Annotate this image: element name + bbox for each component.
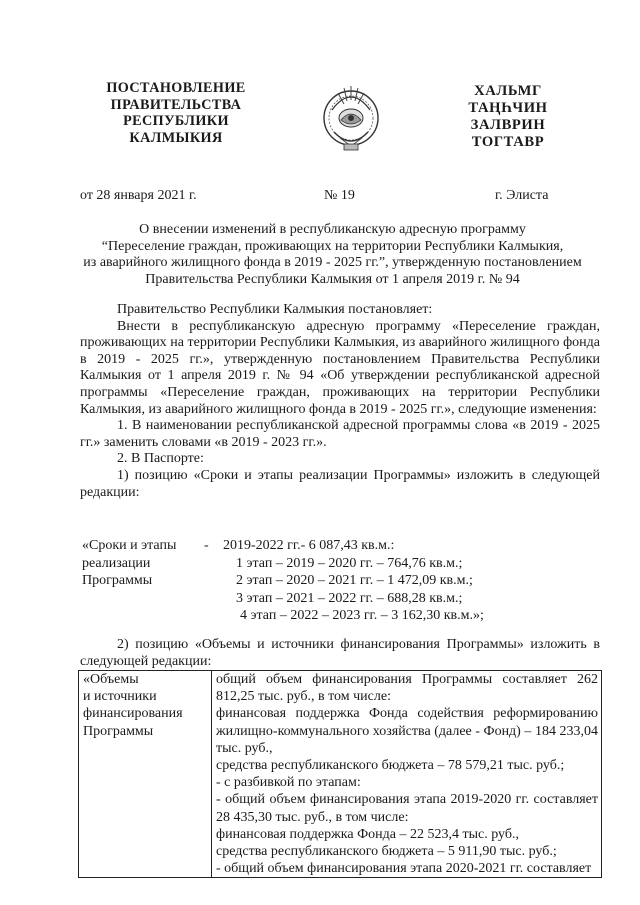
document-body xyxy=(80,302,600,501)
table-row xyxy=(79,671,602,878)
document-number: № 19 xyxy=(324,188,355,203)
coat-of-arms-emblem xyxy=(320,78,382,156)
terms-stage-line: 4 этап – 2022 – 2023 гг. – 3 162,30 кв.м.»; xyxy=(240,608,484,623)
financing-details-cell xyxy=(212,671,602,878)
financing-label-line: «Объемы xyxy=(83,672,139,687)
terms-label-line: реализации xyxy=(82,555,151,571)
header-left-title xyxy=(96,80,256,146)
financing-detail-line: общий объем финансирования Программы составляет 262 812,25 тыс. руб., в том числе: xyxy=(216,672,598,705)
header-right-line: ТОГТАВР xyxy=(471,134,545,150)
document-city: г. Элиста xyxy=(495,188,549,203)
terms-stage-line: 1 этап – 2019 – 2020 гг. – 764,76 кв.м.; xyxy=(236,555,463,571)
title-line: О внесении изменений в республиканскую адресную программу xyxy=(139,222,526,237)
header-left-line: ПОСТАНОВЛЕНИЕ xyxy=(106,80,246,96)
title-line: из аварийного жилищного фонда в 2019 - 2025 гг.”, утвержденную постановлением xyxy=(83,255,582,270)
header-left-line: ПРАВИТЕЛЬСТВА xyxy=(110,96,242,113)
header-left-line: КАЛМЫКИЯ xyxy=(129,129,223,146)
financing-detail-line: - общий объем финансирования этапа 2019-2020 гг. составляет 28 435,30 тыс. руб., в том числе: xyxy=(216,792,598,825)
financing-label-line: Программы xyxy=(83,723,154,739)
header-right-line: ХАЛЬМГ xyxy=(474,83,542,99)
terms-dash: - xyxy=(204,538,209,553)
terms-label xyxy=(82,537,202,590)
financing-table xyxy=(78,670,602,878)
terms-stage-line: 3 этап – 2021 – 2022 гг. – 688,28 кв.м.; xyxy=(236,590,463,606)
financing-detail-line: средства республиканского бюджета – 78 579,21 тыс. руб.; xyxy=(216,758,565,774)
document-title xyxy=(70,222,595,288)
subitem-1-paragraph: 1) позицию «Сроки и этапы реализации Программы» изложить в следующей редакции: xyxy=(80,467,600,500)
financing-detail-line: финансовая поддержка Фонда – 22 523,4 тыс. руб., xyxy=(216,826,519,842)
financing-detail-line: финансовая поддержка Фонда содействия реформированию жилищно-коммунального хозяйства (далее - Фонд) – 184 233,04 тыс. руб., xyxy=(216,706,598,756)
financing-detail-line: - с разбивкой по этапам: xyxy=(216,775,361,791)
terms-label-line: Программы xyxy=(82,573,153,588)
financing-detail-line: средства республиканского бюджета – 5 911,90 тыс. руб.; xyxy=(216,844,557,860)
header-right-line: ЗАЛВРИН xyxy=(470,117,546,133)
header-left-line: РЕСПУБЛИКИ xyxy=(123,113,229,129)
terms-stage-list xyxy=(223,537,603,625)
title-line: “Переселение граждан, проживающих на территории Республики Калмыкия, xyxy=(101,238,564,254)
financing-detail-line: - общий объем финансирования этапа 2020-2021 гг. составляет xyxy=(216,861,592,877)
amendment-paragraph: Внести в республиканскую адресную программу «Переселение граждан, проживающих на территории Республики Калмыкия, из аварийного жилищного фонда в 2019 - 2025 гг.», утвержденную постановлением Правительства Республики Калмыкия от 1 апреля 2019 г. № 94 «Об утверждении республиканской адресной программы «Переселение граждан, проживающих на территории Республики Калмыкия, из аварийного жилищного фонда в 2019 - 2025 гг.», следующие изменения: xyxy=(80,318,600,417)
terms-stage-line: 2019-2022 гг.- 6 087,43 кв.м.: xyxy=(223,538,395,553)
financing-label-cell xyxy=(79,671,212,878)
title-line: Правительства Республики Калмыкия от 1 апреля 2019 г. № 94 xyxy=(145,271,520,287)
header-right-title xyxy=(448,83,568,151)
financing-label-line: и источники xyxy=(83,689,157,705)
item-1-paragraph: 1. В наименовании республиканской адресной программы слова «в 2019 - 2025 гг.» заменить словами «в 2019 - 2023 гг.». xyxy=(80,418,600,450)
document-date: от 28 января 2021 г. xyxy=(80,188,197,203)
financing-label-line: финансирования xyxy=(83,706,183,722)
subitem-2-paragraph: 2) позицию «Объемы и источники финансирования Программы» изложить в следующей редакции: xyxy=(80,637,600,669)
header-right-line: ТАҢҺЧИН xyxy=(468,100,548,116)
terms-stage-line: 2 этап – 2020 – 2021 гг. – 1 472,09 кв.м.; xyxy=(236,573,473,588)
resolution-paragraph: Правительство Республики Калмыкия постановляет: xyxy=(117,302,433,317)
terms-label-line: «Сроки и этапы xyxy=(82,538,177,553)
item-2-paragraph: 2. В Паспорте: xyxy=(117,451,204,467)
